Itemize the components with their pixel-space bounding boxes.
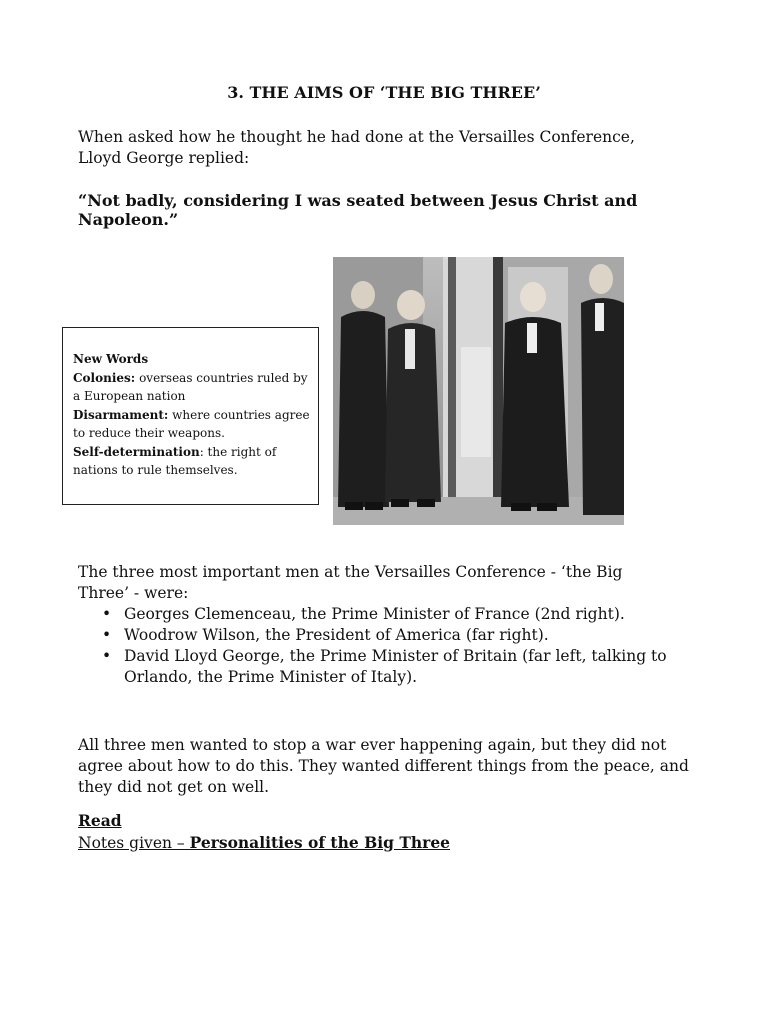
- list-item: • Georges Clemenceau, the Prime Minister of France (2nd right).: [124, 604, 678, 625]
- quote-text: “Not badly, considering I was seated between Jesus Christ and Napoleon.”: [78, 191, 638, 229]
- intro-text: When asked how he thought he had done at the Versailles Conference, Lloyd George replied:: [78, 128, 635, 167]
- summary-text: All three men wanted to stop a war ever happening again, but they did not agree about how to do this. They wanted different things from the peace, and they did not get on well.: [78, 736, 689, 796]
- page-title: 3. THE AIMS OF ‘THE BIG THREE’: [227, 83, 541, 102]
- read-label: Read: [78, 811, 122, 830]
- new-words-box: [62, 327, 319, 505]
- read-section: [78, 810, 678, 854]
- big-three-section: [78, 562, 678, 688]
- list-item: • Woodrow Wilson, the President of America (far right).: [124, 625, 678, 646]
- list-item: • David Lloyd George, the Prime Minister of Britain (far left, talking to Orlando, the Prime Minister of Italy).: [124, 646, 678, 688]
- new-word-item: Colonies: overseas countries ruled by a European nation: [73, 370, 308, 403]
- big-three-photo: [333, 257, 624, 525]
- new-words-heading: New Words: [73, 352, 149, 366]
- new-word-item: Disarmament: where countries agree to reduce their weapons.: [73, 407, 310, 440]
- new-word-item: Self-determination: the right of nations to rule themselves.: [73, 444, 277, 477]
- notes-line: Notes given – Personalities of the Big Three: [78, 833, 451, 852]
- big-three-intro: The three most important men at the Versailles Conference - ‘the Big Three’ - were:: [78, 563, 623, 602]
- big-three-list: [78, 604, 678, 688]
